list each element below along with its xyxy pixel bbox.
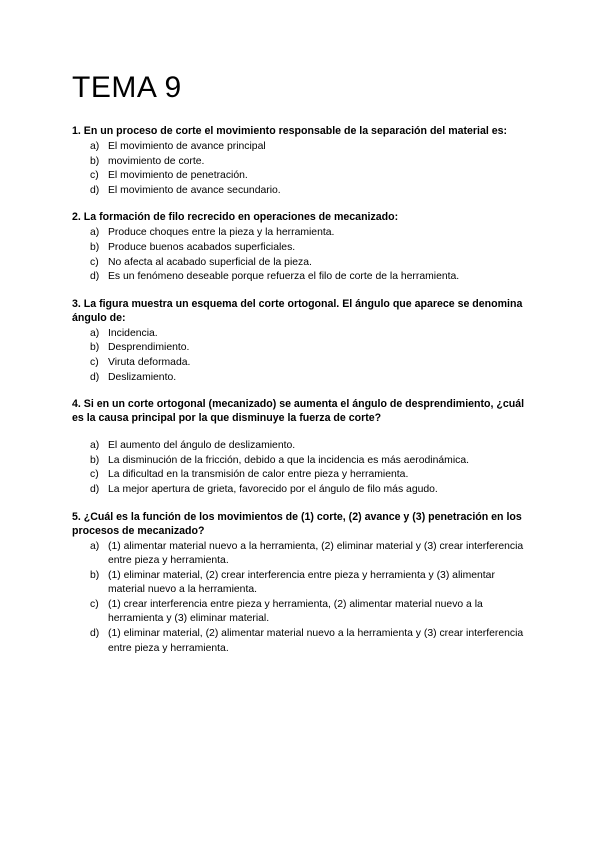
option-letter: c) <box>90 469 99 481</box>
options-list <box>72 140 532 198</box>
option-b <box>90 569 532 598</box>
options-list <box>72 540 532 657</box>
option-letter: b) <box>90 342 100 354</box>
option-text: (1) alimentar material nuevo a la herramienta, (2) eliminar material y (3) crear interferencia entre pieza y herramienta. <box>108 540 524 567</box>
option-letter: d) <box>90 371 100 383</box>
question-3 <box>72 297 532 385</box>
option-text: (1) crear interferencia entre pieza y herramienta, (2) alimentar material nuevo a la herramienta y (3) eliminar material. <box>108 598 483 625</box>
option-letter: b) <box>90 155 100 167</box>
option-text: La disminución de la fricción, debido a que la incidencia es más aerodinámica. <box>108 454 469 466</box>
option-letter: a) <box>90 141 100 152</box>
question-4 <box>72 397 532 497</box>
option-letter: a) <box>90 227 100 239</box>
option-letter: c) <box>90 256 99 268</box>
option-text: Produce choques entre la pieza y la herramienta. <box>108 227 335 239</box>
option-a <box>90 540 532 569</box>
option-a <box>90 226 532 241</box>
option-text: Deslizamiento. <box>108 371 177 383</box>
option-letter: b) <box>90 241 100 253</box>
option-letter: b) <box>90 454 100 466</box>
option-c <box>90 598 532 627</box>
options-list <box>72 226 532 284</box>
option-text: Viruta deformada. <box>108 356 191 368</box>
option-letter: a) <box>90 327 100 339</box>
document-page <box>72 70 532 668</box>
page-title: TEMA 9 <box>72 71 182 104</box>
option-text: (1) eliminar material, (2) crear interferencia entre pieza y herramienta y (3) alimentar material nuevo a la herramienta. <box>108 569 495 596</box>
option-b <box>90 155 532 170</box>
option-c <box>90 256 532 271</box>
option-d <box>90 270 532 285</box>
option-d <box>90 483 532 498</box>
option-a <box>90 140 532 155</box>
option-letter: c) <box>90 356 99 368</box>
question-text: 2. La formación de filo recrecido en operaciones de mecanizado: <box>72 211 399 224</box>
option-letter: d) <box>90 483 100 495</box>
options-list <box>72 327 532 385</box>
option-letter: d) <box>90 184 100 196</box>
option-letter: d) <box>90 271 100 283</box>
option-letter: c) <box>90 598 99 610</box>
option-b <box>90 454 532 469</box>
option-b <box>90 241 532 256</box>
option-letter: d) <box>90 628 100 640</box>
option-letter: c) <box>90 170 99 182</box>
option-text: El movimiento de penetración. <box>108 170 248 182</box>
question-text: 3. La figura muestra un esquema del corte ortogonal. El ángulo que aparece se denomina ángulo de: <box>72 297 523 324</box>
option-c <box>90 169 532 184</box>
option-text: Produce buenos acabados superficiales. <box>108 241 296 253</box>
question-1 <box>72 124 532 198</box>
option-a <box>90 327 532 342</box>
option-text: Desprendimiento. <box>108 342 190 354</box>
option-text: La dificultad en la transmisión de calor entre pieza y herramienta. <box>108 469 409 481</box>
option-text: El aumento del ángulo de deslizamiento. <box>108 440 296 452</box>
option-text: El movimiento de avance secundario. <box>108 184 281 196</box>
option-letter: a) <box>90 440 100 452</box>
option-a <box>90 439 532 454</box>
question-5 <box>72 510 532 657</box>
option-c <box>90 468 532 483</box>
option-text: (1) eliminar material, (2) alimentar material nuevo a la herramienta y (3) crear interferencia entre pieza y herramienta. <box>108 628 524 654</box>
option-text: No afecta al acabado superficial de la pieza. <box>108 256 312 268</box>
option-b <box>90 341 532 356</box>
option-text: El movimiento de avance principal <box>108 141 266 152</box>
option-letter: b) <box>90 569 100 581</box>
option-text: movimiento de corte. <box>108 155 205 167</box>
option-text: Es un fenómeno deseable porque refuerza el filo de corte de la herramienta. <box>108 271 460 283</box>
option-d <box>90 371 532 386</box>
option-d <box>90 184 532 199</box>
question-text: 1. En un proceso de corte el movimiento responsable de la separación del material es: <box>72 125 508 137</box>
question-text: 4. Si en un corte ortogonal (mecanizado) se aumenta el ángulo de desprendimiento, ¿cuál es la causa principal por la que disminuye la fuerza de corte? <box>72 398 525 425</box>
option-letter: a) <box>90 540 100 552</box>
options-list <box>72 439 532 497</box>
option-text: La mejor apertura de grieta, favorecido por el ángulo de filo más agudo. <box>108 483 438 495</box>
option-text: Incidencia. <box>108 327 158 339</box>
option-d <box>90 627 532 656</box>
option-c <box>90 356 532 371</box>
question-text: 5. ¿Cuál es la función de los movimientos de (1) corte, (2) avance y (3) penetración en los procesos de mecanizado? <box>72 510 522 537</box>
question-2 <box>72 210 532 284</box>
